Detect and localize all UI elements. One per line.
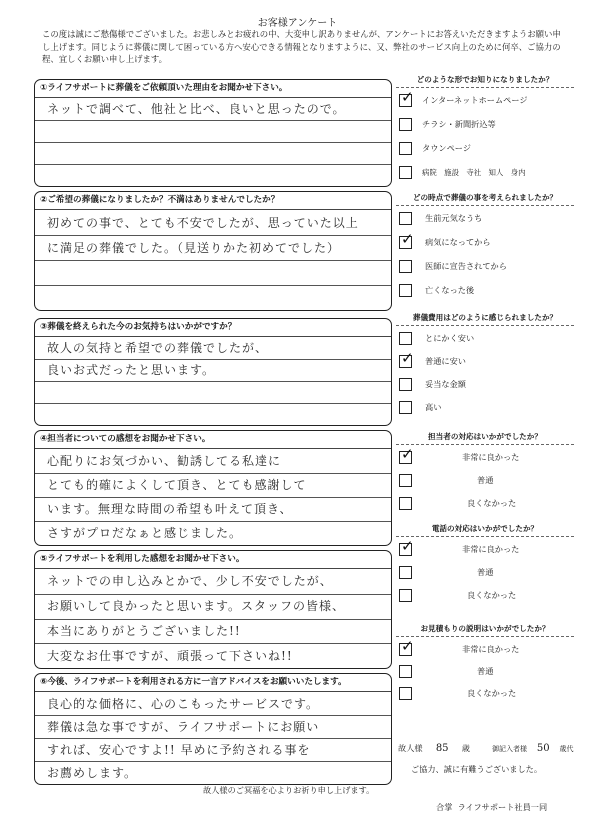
answer-rule xyxy=(35,761,391,762)
option-label: 病院 施設 寺社 知人 身内 xyxy=(422,168,526,177)
answer-rule xyxy=(35,619,391,620)
option-label: 普通に安い xyxy=(425,356,466,366)
question-box-4 xyxy=(34,430,392,546)
handwritten-answer: に満足の葬儀でした。（見送りかた初めてでした） xyxy=(47,240,341,255)
section-heading: 担当者の対応はいかがでしたか？ xyxy=(396,431,574,445)
option-label: 普通 xyxy=(477,567,494,577)
handwritten-answer: お薦めします。 xyxy=(47,765,138,780)
option-checkbox[interactable] xyxy=(399,589,412,602)
section-heading: どのような形でお知りになりましたか？ xyxy=(396,74,574,88)
handwritten-answer: ネットで調べて、他社と比べ、良いと思ったので。 xyxy=(47,102,346,116)
option-checkbox[interactable] xyxy=(399,687,412,700)
question-label: ④担当者についての感想をお聞かせ下さい。 xyxy=(35,431,391,449)
option-label: 良くなかった xyxy=(467,498,517,508)
question-label: ⑤ライフサポートを利用した感想をお聞かせ下さい。 xyxy=(35,551,391,569)
handwritten-answer: 大変なお仕事ですが、頑張って下さいね!! xyxy=(47,648,293,663)
question-box-1 xyxy=(34,79,392,187)
answer-rule xyxy=(35,260,391,261)
question-box-3 xyxy=(34,318,392,426)
question-box-6 xyxy=(34,673,392,785)
answer-rule xyxy=(35,715,391,716)
handwritten-answer: 心配りにお気づかい、勧誘してる私達に xyxy=(47,454,282,468)
option-checkbox[interactable] xyxy=(399,260,412,273)
check-mark-icon: ✓ xyxy=(401,349,414,367)
handwritten-answer: とても的確によくして頂き、とても感謝して xyxy=(47,478,307,492)
option-label: 良くなかった xyxy=(467,688,517,698)
condolence-text: 故人様のご冥福を心よりお祈り申し上げます。 xyxy=(203,785,375,795)
option-label: タウンページ xyxy=(422,143,471,153)
handwritten-answer: 本当にありがとうございました!! xyxy=(47,623,241,638)
option-checkbox[interactable] xyxy=(399,332,412,345)
option-label: 病気になってから xyxy=(425,237,491,247)
option-label: 非常に良かった xyxy=(462,452,520,462)
option-checkbox[interactable] xyxy=(399,566,412,579)
thanks-text: ご協力、誠に有難うございました。 xyxy=(411,764,543,774)
option-label: 普通 xyxy=(477,666,494,676)
handwritten-answer: 故人の気持と希望での葬儀でしたが、 xyxy=(47,341,269,355)
option-label: 普通 xyxy=(477,475,494,485)
section-heading: 葬儀費用はどのように感じられましたか？ xyxy=(396,312,574,326)
option-checkbox[interactable] xyxy=(399,212,412,225)
option-label: インターネットホームページ xyxy=(422,95,528,105)
answer-rule xyxy=(35,594,391,595)
answer-rule xyxy=(35,142,391,143)
respondent-age: 御記入者様 50 歳代 xyxy=(492,743,574,754)
answer-rule xyxy=(35,521,391,522)
option-label: 非常に良かった xyxy=(462,644,520,654)
answer-rule xyxy=(35,120,391,121)
handwritten-answer: お願いして良かったと思います。スタッフの皆様、 xyxy=(47,599,346,614)
option-label: チラシ・新聞折込等 xyxy=(422,119,496,129)
section-heading: 電話の対応はいかがでしたか？ xyxy=(396,523,574,537)
section-heading: お見積もりの説明はいかがでしたか？ xyxy=(396,623,574,637)
option-checkbox[interactable] xyxy=(399,142,412,155)
handwritten-answer: 初めての事で、とても不安でしたが、思っていた以上 xyxy=(47,215,359,230)
answer-rule xyxy=(35,285,391,286)
option-checkbox[interactable] xyxy=(399,378,412,391)
option-checkbox[interactable] xyxy=(399,665,412,678)
option-checkbox[interactable] xyxy=(399,474,412,487)
check-mark-icon: ✓ xyxy=(401,88,414,106)
answer-rule xyxy=(35,497,391,498)
section-heading: どの時点で葬儀の事を考えられましたか？ xyxy=(396,192,574,206)
answer-rule xyxy=(35,164,391,165)
option-label: 妥当な金額 xyxy=(425,379,466,389)
option-label: 医師に宣告されてから xyxy=(425,261,507,271)
check-mark-icon: ✓ xyxy=(401,637,414,655)
answer-rule xyxy=(35,643,391,644)
option-checkbox[interactable] xyxy=(399,284,412,297)
answer-rule xyxy=(35,403,391,404)
option-label: 非常に良かった xyxy=(462,544,520,554)
deceased-age: 故人様 85 歳 xyxy=(398,743,470,754)
option-checkbox[interactable] xyxy=(399,118,412,131)
question-label: ①ライフサポートに葬儀をご依頼頂いた理由をお聞かせ下さい。 xyxy=(35,80,391,98)
option-label: 亡くなった後 xyxy=(425,285,475,295)
option-label: 生前元気なうち xyxy=(425,213,483,223)
answer-rule xyxy=(35,473,391,474)
intro-text: この度は誠にご愁傷様でございました。お悲しみとお疲れの中、大変申し訳ありませんが、アンケートにお答えいただきますようお願い申し上げます。同じように葬儀に関して困っている方へ安心できる情報となりますように、又、弊社のサービス向上のために何卒、ご協力の程、宜しくお願い申し上げます。 xyxy=(42,29,561,64)
option-checkbox[interactable] xyxy=(399,166,412,179)
check-mark-icon: ✓ xyxy=(401,537,414,555)
answer-rule xyxy=(35,381,391,382)
question-label: ②ご希望の葬儀になりましたか？不満はありませんでしたか？ xyxy=(35,192,391,210)
handwritten-answer: 葬儀は急な事ですが、ライフサポートにお願い xyxy=(47,719,320,734)
answer-rule xyxy=(35,235,391,236)
handwritten-answer: 良心的な価格に、心のこもったサービスです。 xyxy=(47,696,320,711)
survey-title: お客様アンケート xyxy=(257,18,338,29)
handwritten-answer: ネットでの申し込みとかで、少し不安でしたが、 xyxy=(47,574,333,589)
handwritten-answer: さすがプロだなぁと感じました。 xyxy=(47,526,243,540)
question-label: ⑥今後、ライフサポートを利用される方に一言アドバイスをお願いいたします。 xyxy=(35,674,391,692)
check-mark-icon: ✓ xyxy=(401,445,414,463)
option-label: 良くなかった xyxy=(467,590,517,600)
option-label: 高い xyxy=(425,402,442,412)
check-mark-icon: ✓ xyxy=(401,230,414,248)
answer-rule xyxy=(35,738,391,739)
handwritten-answer: すれば、安心ですよ!! 早めに予約される事を xyxy=(47,742,311,757)
answer-rule xyxy=(35,359,391,360)
handwritten-answer: います。無理な時間の希望も叶えて頂き、 xyxy=(47,502,293,516)
question-box-2 xyxy=(34,191,392,311)
handwritten-answer: 良いお式だったと思います。 xyxy=(47,363,216,377)
option-checkbox[interactable] xyxy=(399,401,412,414)
question-label: ③葬儀を終えられた今のお気持ちはいかがですか？ xyxy=(35,319,391,337)
option-label: とにかく安い xyxy=(425,333,475,343)
option-checkbox[interactable] xyxy=(399,497,412,510)
question-box-5 xyxy=(34,550,392,669)
signature: 合掌 ライフサポート社員一同 xyxy=(436,802,548,812)
